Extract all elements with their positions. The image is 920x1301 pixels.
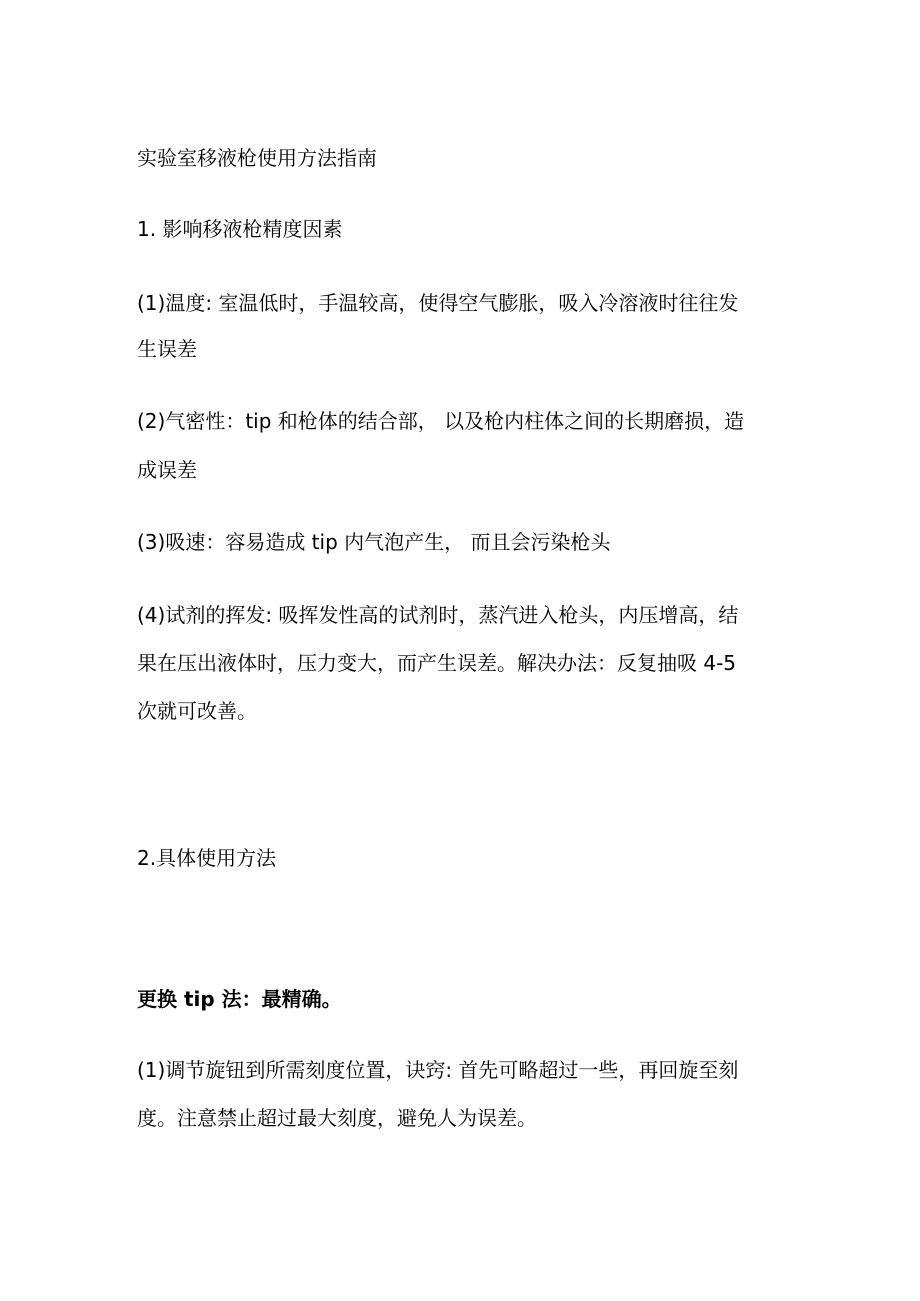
section1-item2-line2: 成误差 <box>137 458 197 482</box>
section1-item4-line1: (4)试剂的挥发: 吸挥发性高的试剂时，蒸汽进入枪头，内压增高，结 <box>137 603 739 627</box>
section2-item1-line2: 度。注意禁止超过最大刻度，避免人为误差。 <box>137 1106 537 1130</box>
section1-item1-line2: 生误差 <box>137 337 197 361</box>
document-title: 实验室移液枪使用方法指南 <box>137 146 377 170</box>
section1-item4-line3: 次就可改善。 <box>137 699 257 723</box>
section1-item1-line1: (1)温度: 室温低时，手温较高，使得空气膨胀，吸入冷溶液时往往发 <box>137 291 739 315</box>
section2-item1-line1: (1)调节旋钮到所需刻度位置，诀窍: 首先可略超过一些，再回旋至刻 <box>137 1058 739 1082</box>
section1-item4-line2: 果在压出液体时，压力变大，而产生误差。解决办法：反复抽吸 4-5 <box>137 651 737 675</box>
section1-item2-line1: (2)气密性：tip 和枪体的结合部， 以及枪内柱体之间的长期磨损，造 <box>137 409 745 433</box>
section1-heading: 1. 影响移液枪精度因素 <box>137 217 343 241</box>
section1-item3-line1: (3)吸速：容易造成 tip 内气泡产生， 而且会污染枪头 <box>137 530 611 554</box>
section2-heading: 2.具体使用方法 <box>137 846 277 870</box>
section2-subheading: 更换 tip 法：最精确。 <box>137 987 342 1011</box>
